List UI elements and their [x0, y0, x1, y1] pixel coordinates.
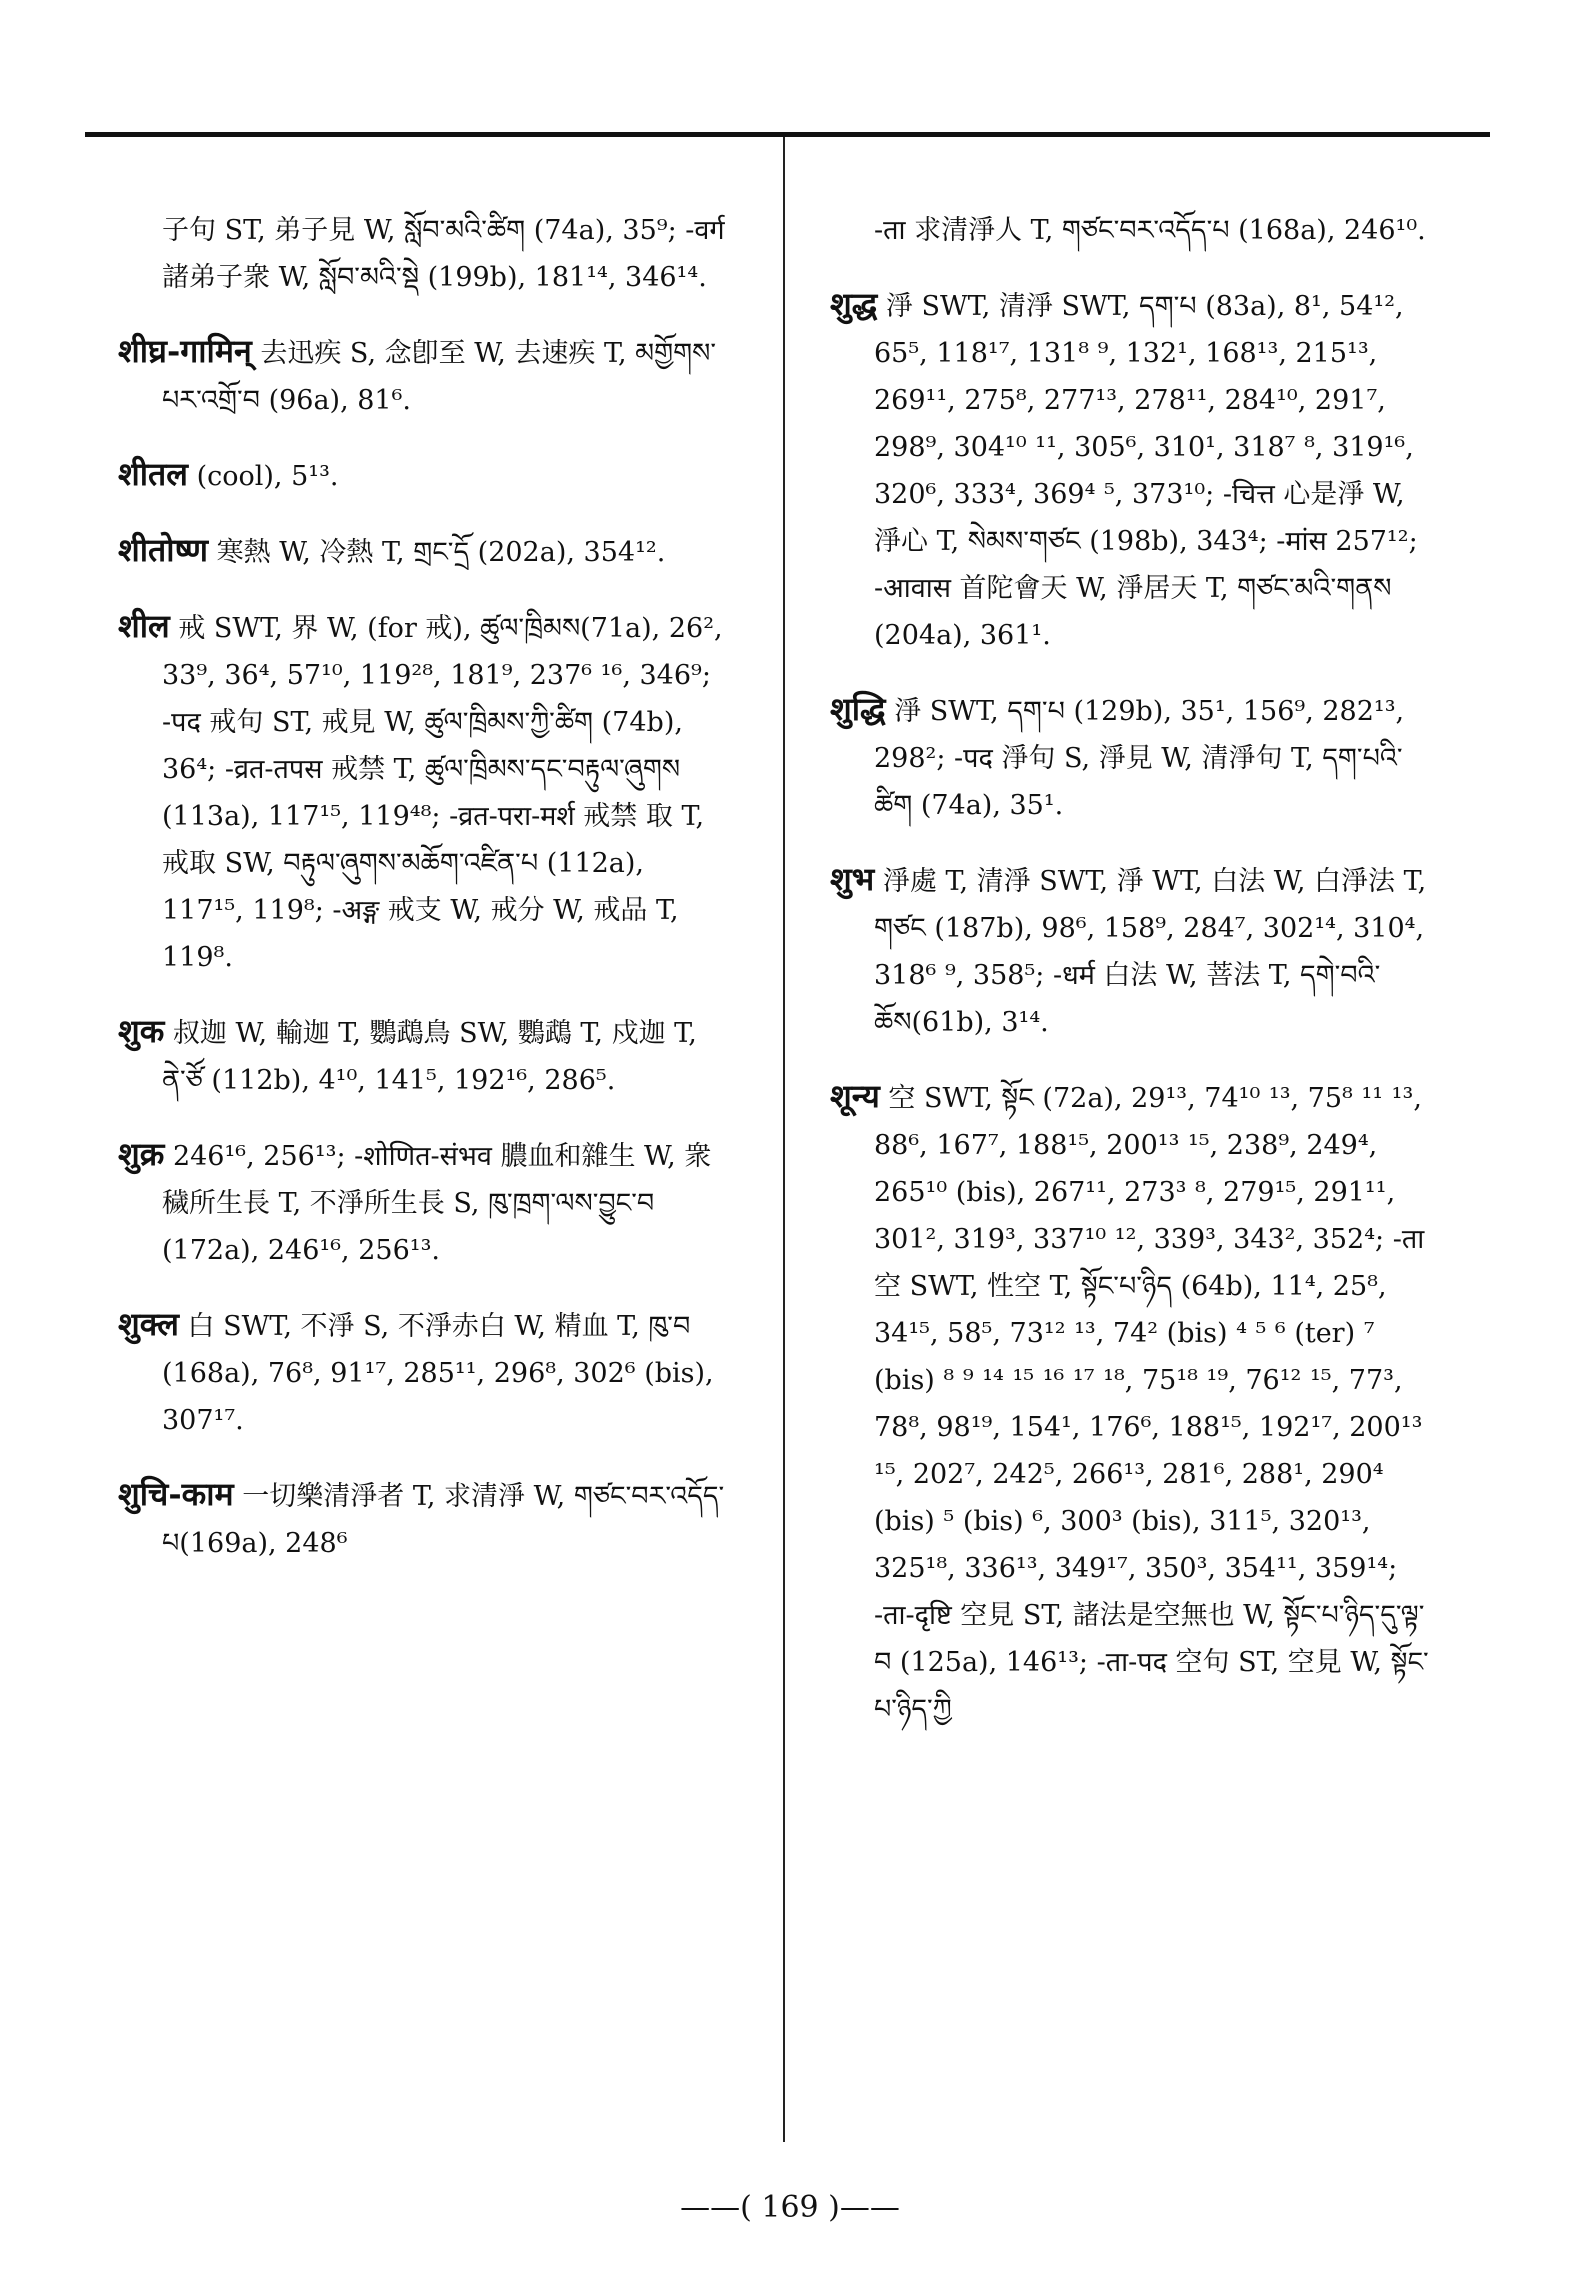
entry-text: -ता 求清淨人 T, གཙང་བར་འདོད་པ (168a), 246¹⁰. [874, 215, 1426, 246]
right-column [830, 178, 1440, 1743]
headword: शीघ्र-गामिन् [118, 332, 252, 370]
entry-text: 寒熱 W, 冷熱 T, གྲང་དྲོ (202a), 354¹². [216, 537, 666, 568]
entry-text: 淨 SWT, 清淨 SWT, དག་པ (83a), 8¹, 54¹², 65⁵, 118¹⁷, 131⁸ ⁹, 132¹, 168¹³, 215¹³, 269¹¹, 275⁸, 277¹³, 278¹¹, 284¹⁰, 291⁷, 298⁹, 304¹⁰ ¹¹, 305⁶, 310¹, 318⁷ ⁸, 319¹⁶, 320⁶, 333⁴, 369⁴ ⁵, 373¹⁰; -चित्त 心是淨 W, 淨心 T, སེམས་གཙང (198b), 343⁴; -मांस 257¹²; -आवास 首陀會天 W, 淨居天 T, གཙང་མའི་གནས (204a), 361¹. [874, 291, 1418, 651]
entry-text: 戒 SWT, 界 W, (for 戒), ཚུལ་ཁྲིམས(71a), 26², 33⁹, 36⁴, 57¹⁰, 119²⁸, 181⁹, 237⁶ ¹⁶, 346⁹; -पद 戒句 ST, 戒見 W, ཚུལ་ཁྲིམས་ཀྱི་ཚིག (74b), 36⁴; -व्रत-तपस 戒禁 T, ཚུལ་ཁྲིམས་དང་བརྟུལ་ཞུགས (113a), 117¹⁵, 119⁴⁸; -व्रत-परा-मर्श 戒禁 取 T, 戒取 SW, བརྟུལ་ཞུགས་མཆོག་འཛིན་པ (112a), 117¹⁵, 119⁸; -अङ्ग 戒支 W, 戒分 W, 戒品 T, 119⁸. [162, 613, 723, 973]
dictionary-entry [118, 1471, 728, 1567]
entry-text: 246¹⁶, 256¹³; -शोणित-संभव 膿血和雜生 W, 衆穢所生長 T, 不淨所生長 S, ཁུ་ཁྲག་ལས་བྱུང་བ (172a), 246¹⁶, 256¹³. [162, 1141, 712, 1266]
entry-text: (cool), 5¹³. [196, 461, 339, 492]
dictionary-entry [118, 205, 728, 301]
dictionary-entry [830, 686, 1440, 829]
dictionary-entry [118, 451, 728, 500]
headword: शुक्ल [118, 1305, 179, 1343]
headword: शीतल [118, 455, 188, 493]
left-column [118, 178, 728, 1577]
dictionary-entry [830, 205, 1440, 254]
entry-text: 淨處 T, 清淨 SWT, 淨 WT, 白法 W, 白淨法 T, གཙང (187b), 98⁶, 158⁹, 284⁷, 302¹⁴, 310⁴, 318⁶ ⁹, 358⁵; -धर्म 白法 W, 菩法 T, དགེ་བའི་ཆོས(61b), 3¹⁴. [874, 866, 1427, 1038]
dictionary-entry [118, 527, 728, 576]
entry-text: 淨 SWT, དག་པ (129b), 35¹, 156⁹, 282¹³, 298²; -पद 淨句 S, 淨見 W, 清淨句 T, དག་པའི་ཚིག (74a), 35¹. [874, 696, 1405, 821]
entry-text: 空 SWT, སྟོང (72a), 29¹³, 74¹⁰ ¹³, 75⁸ ¹¹ ¹³, 88⁶, 167⁷, 188¹⁵, 200¹³ ¹⁵, 238⁹, 249⁴, 265¹⁰ (bis), 267¹¹, 273³ ⁸, 279¹⁵, 291¹¹, 301², 319³, 337¹⁰ ¹², 339³, 343², 352⁴; -ता 空 SWT, 性空 T, སྟོང་པ་ཉིད (64b), 11⁴, 25⁸, 34¹⁵, 58⁵, 73¹² ¹³, 74² (bis) ⁴ ⁵ ⁶ (ter) ⁷ (bis) ⁸ ⁹ ¹⁴ ¹⁵ ¹⁶ ¹⁷ ¹⁸, 75¹⁸ ¹⁹, 76¹² ¹⁵, 77³, 78⁸, 98¹⁹, 154¹, 176⁶, 188¹⁵, 192¹⁷, 200¹³ ¹⁵, 202⁷, 242⁵, 266¹³, 281⁶, 288¹, 290⁴ (bis) ⁵ (bis) ⁶, 300³ (bis), 311⁵, 320¹³, 325¹⁸, 336¹³, 349¹⁷, 350³, 354¹¹, 359¹⁴; -ता-दृष्टि 空見 ST, 諸法是空無也 W, སྟོང་པ་ཉིད་དུ་ལྟ་བ (125a), 146¹³; -ता-पद 空句 ST, 空見 W, སྟོང་པ་ཉིད་ཀྱི [874, 1083, 1429, 1725]
headword: शुभ [830, 860, 875, 898]
headword: शील [118, 607, 170, 645]
entry-text: 子句 ST, 弟子見 W, སློབ་མའི་ཚིག (74a), 35⁹; -वर्ग 諸弟子衆 W, སློབ་མའི་སྡེ (199b), 181¹⁴, 346¹⁴. [162, 215, 725, 293]
dictionary-entry [830, 856, 1440, 1046]
dictionary-entry [118, 1131, 728, 1274]
headword: शीतोष्ण [118, 531, 209, 569]
dictionary-entry [118, 328, 728, 424]
headword: शुचि-काम [118, 1475, 234, 1513]
headword: शुक [118, 1012, 165, 1050]
page-number: ——( 169 )—— [680, 2190, 900, 2225]
dictionary-entry [118, 1301, 728, 1444]
dictionary-entry [830, 1073, 1440, 1733]
entry-text: 去迅疾 S, 念卽至 W, 去速疾 T, མགྱོགས་པར་འགྲོ་བ (96a), 81⁶. [162, 338, 717, 416]
headword: शून्य [830, 1077, 880, 1115]
dictionary-entry [118, 603, 728, 981]
headword: शुद्धि [830, 690, 886, 728]
headword: शुक्र [118, 1135, 165, 1173]
headword: शुद्ध [830, 285, 878, 323]
entry-text: 叔迦 W, 輸迦 T, 鸚鵡鳥 SW, 鸚鵡 T, 戍迦 T, ནེ་ཙོ (112b), 4¹⁰, 141⁵, 192¹⁶, 286⁵. [162, 1018, 697, 1096]
top-rule [85, 132, 1490, 137]
dictionary-entry [118, 1008, 728, 1104]
dictionary-entry [830, 281, 1440, 659]
entry-text: 白 SWT, 不淨 S, 不淨赤白 W, 精血 T, ཁུ་བ (168a), 76⁸, 91¹⁷, 285¹¹, 296⁸, 302⁶ (bis), 307¹⁷. [162, 1311, 714, 1436]
column-divider [783, 137, 785, 2142]
entry-text: 一切樂清淨者 T, 求清淨 W, གཙང་བར་འདོད་པ(169a), 248⁶ [162, 1481, 725, 1559]
